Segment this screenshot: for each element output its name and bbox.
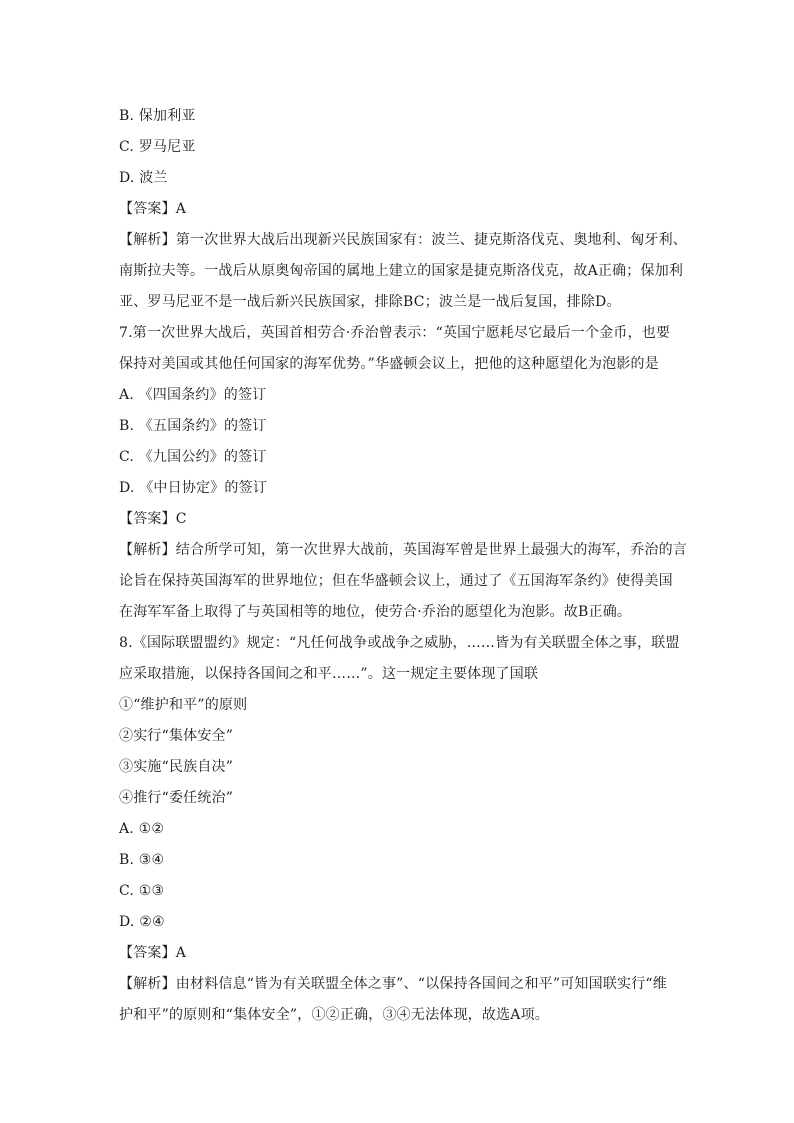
q7-analysis-line: 在海军军备上取得了与英国相等的地位，使劳合·乔治的愿望化为泡影。故B正确。	[119, 604, 632, 620]
q7-option-d: D. 《中日协定》的签订	[119, 480, 268, 496]
q8-option-a: A. ①②	[119, 821, 165, 837]
q8-stem	[119, 628, 679, 690]
q8-item-2: ②实行“集体安全”	[119, 728, 234, 744]
q6-option-c: C. 罗马尼亚	[119, 139, 196, 155]
q7-option-a: A. 《四国条约》的签订	[119, 387, 267, 403]
q6-analysis-line: 南斯拉夫等。一战后从原奥匈帝国的属地上建立的国家是捷克斯洛伐克，故A正确；保加利	[119, 263, 684, 279]
q6-analysis	[119, 225, 687, 318]
q8-answer: 【答案】A	[119, 945, 187, 961]
q6-analysis-line: 【解析】第一次世界大战后出现新兴民族国家有：波兰、捷克斯洛伐克、奥地利、匈牙利、	[119, 232, 687, 248]
q7-stem	[119, 318, 679, 380]
q8-analysis	[119, 969, 679, 1031]
q7-stem-line: 保持对美国或其他任何国家的海军优势。”华盛顿会议上，把他的这种愿望化为泡影的是	[119, 356, 659, 372]
q6-option-d: D. 波兰	[119, 170, 168, 186]
q6-answer: 【答案】A	[119, 201, 187, 217]
q7-answer: 【答案】C	[119, 511, 187, 527]
q8-option-c: C. ①③	[119, 883, 165, 899]
q7-analysis-line: 论旨在保持英国海军的世界地位；但在华盛顿会议上，通过了《五国海军条约》使得美国	[119, 573, 673, 589]
q8-stem-line: 8.《国际联盟盟约》规定：“凡任何战争或战争之威胁，……皆为有关联盟全体之事，联盟	[119, 635, 680, 651]
q7-analysis-line: 【解析】结合所学可知，第一次世界大战前，英国海军曾是世界上最强大的海军，乔治的言	[119, 542, 687, 558]
q6-analysis-line: 亚、罗马尼亚不是一战后新兴民族国家，排除BC；波兰是一战后复国，排除D。	[119, 294, 621, 310]
q6-option-b: B. 保加利亚	[119, 108, 196, 124]
q7-analysis	[119, 535, 687, 628]
q8-option-b: B. ③④	[119, 852, 165, 868]
q8-analysis-line: 【解析】由材料信息“皆为有关联盟全体之事”、“以保持各国间之和平”可知国联实行“维	[119, 976, 667, 992]
q8-stem-line: 应采取措施，以保持各国间之和平……”。这一规定主要体现了国联	[119, 666, 539, 682]
q7-stem-line: 7.第一次世界大战后，英国首相劳合·乔治曾表示：“英国宁愿耗尽它最后一个金币，也要	[119, 325, 671, 341]
q7-option-b: B. 《五国条约》的签订	[119, 418, 267, 434]
q8-analysis-line: 护和平”的原则和“集体安全”，①②正确，③④无法体现，故选A项。	[119, 1007, 549, 1023]
q8-item-1: ①“维护和平”的原则	[119, 697, 248, 713]
q8-item-4: ④推行“委任统治”	[119, 790, 234, 806]
q8-option-d: D. ②④	[119, 914, 165, 930]
q7-option-c: C. 《九国公约》的签订	[119, 449, 267, 465]
q8-item-3: ③实施“民族自决”	[119, 759, 234, 775]
document-page	[119, 101, 687, 1031]
